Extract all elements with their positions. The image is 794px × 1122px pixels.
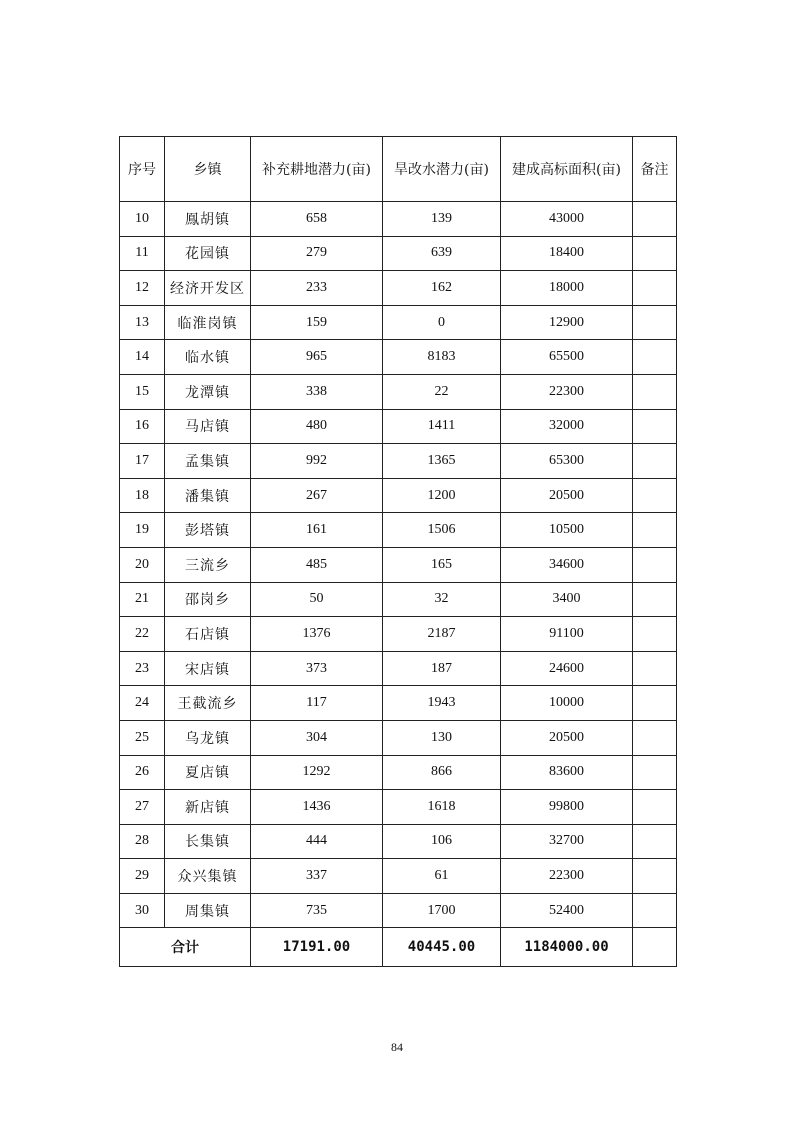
cell-high-standard-area: 24600 xyxy=(501,651,633,686)
table-row xyxy=(120,859,677,894)
table-row xyxy=(120,720,677,755)
cell-high-standard-area: 18000 xyxy=(501,271,633,306)
cell-index: 28 xyxy=(120,824,165,859)
cell-dry-to-paddy-potential: 1200 xyxy=(383,478,501,513)
cell-township: 鳯胡镇 xyxy=(165,202,251,237)
cell-index: 17 xyxy=(120,444,165,479)
table-row xyxy=(120,893,677,928)
cell-high-standard-area: 20500 xyxy=(501,720,633,755)
cell-remarks xyxy=(633,409,677,444)
cell-high-standard-area: 3400 xyxy=(501,582,633,617)
cell-farmland-potential: 161 xyxy=(251,513,383,548)
cell-high-standard-area: 20500 xyxy=(501,478,633,513)
total-farmland: 17191.00 xyxy=(251,928,383,967)
table-row xyxy=(120,202,677,237)
cell-index: 23 xyxy=(120,651,165,686)
cell-farmland-potential: 1292 xyxy=(251,755,383,790)
cell-farmland-potential: 267 xyxy=(251,478,383,513)
table-row xyxy=(120,686,677,721)
table-total-row xyxy=(120,928,677,967)
cell-index: 24 xyxy=(120,686,165,721)
total-area: 1184000.00 xyxy=(501,928,633,967)
cell-township: 马店镇 xyxy=(165,409,251,444)
township-potential-table xyxy=(119,136,677,967)
table-row xyxy=(120,651,677,686)
header-farmland-potential: 补充耕地潜力(亩) xyxy=(251,137,383,202)
cell-township: 夏店镇 xyxy=(165,755,251,790)
cell-dry-to-paddy-potential: 2187 xyxy=(383,617,501,652)
header-high-standard-area: 建成高标面积(亩) xyxy=(501,137,633,202)
cell-high-standard-area: 99800 xyxy=(501,790,633,825)
cell-dry-to-paddy-potential: 139 xyxy=(383,202,501,237)
cell-index: 14 xyxy=(120,340,165,375)
cell-township: 周集镇 xyxy=(165,893,251,928)
cell-index: 26 xyxy=(120,755,165,790)
cell-index: 19 xyxy=(120,513,165,548)
cell-dry-to-paddy-potential: 1700 xyxy=(383,893,501,928)
page-number: 84 xyxy=(391,1040,403,1054)
cell-township: 经济开发区 xyxy=(165,271,251,306)
cell-remarks xyxy=(633,478,677,513)
cell-remarks xyxy=(633,236,677,271)
cell-farmland-potential: 485 xyxy=(251,547,383,582)
cell-remarks xyxy=(633,686,677,721)
cell-high-standard-area: 18400 xyxy=(501,236,633,271)
cell-high-standard-area: 65300 xyxy=(501,444,633,479)
cell-dry-to-paddy-potential: 106 xyxy=(383,824,501,859)
cell-township: 潘集镇 xyxy=(165,478,251,513)
cell-farmland-potential: 658 xyxy=(251,202,383,237)
cell-dry-to-paddy-potential: 1943 xyxy=(383,686,501,721)
cell-township: 彭塔镇 xyxy=(165,513,251,548)
table-row xyxy=(120,340,677,375)
cell-remarks xyxy=(633,755,677,790)
table-row xyxy=(120,824,677,859)
total-label: 合计 xyxy=(120,928,251,967)
cell-dry-to-paddy-potential: 162 xyxy=(383,271,501,306)
cell-remarks xyxy=(633,271,677,306)
cell-township: 众兴集镇 xyxy=(165,859,251,894)
cell-high-standard-area: 91100 xyxy=(501,617,633,652)
cell-remarks xyxy=(633,340,677,375)
table-row xyxy=(120,547,677,582)
cell-index: 15 xyxy=(120,374,165,409)
cell-township: 石店镇 xyxy=(165,617,251,652)
cell-high-standard-area: 43000 xyxy=(501,202,633,237)
table-header-row xyxy=(120,137,677,202)
cell-high-standard-area: 52400 xyxy=(501,893,633,928)
table-row xyxy=(120,444,677,479)
cell-remarks xyxy=(633,790,677,825)
cell-township: 新店镇 xyxy=(165,790,251,825)
header-dry-to-paddy-potential: 旱改水潜力(亩) xyxy=(383,137,501,202)
cell-index: 11 xyxy=(120,236,165,271)
cell-remarks xyxy=(633,305,677,340)
cell-township: 宋店镇 xyxy=(165,651,251,686)
cell-dry-to-paddy-potential: 866 xyxy=(383,755,501,790)
cell-index: 22 xyxy=(120,617,165,652)
cell-remarks xyxy=(633,720,677,755)
table-row xyxy=(120,409,677,444)
cell-remarks xyxy=(633,617,677,652)
cell-farmland-potential: 304 xyxy=(251,720,383,755)
cell-remarks xyxy=(633,513,677,548)
table-row xyxy=(120,582,677,617)
cell-dry-to-paddy-potential: 130 xyxy=(383,720,501,755)
table-row xyxy=(120,374,677,409)
cell-index: 13 xyxy=(120,305,165,340)
cell-high-standard-area: 65500 xyxy=(501,340,633,375)
table-row xyxy=(120,755,677,790)
cell-dry-to-paddy-potential: 1411 xyxy=(383,409,501,444)
cell-dry-to-paddy-potential: 165 xyxy=(383,547,501,582)
cell-farmland-potential: 337 xyxy=(251,859,383,894)
cell-township: 乌龙镇 xyxy=(165,720,251,755)
header-remarks: 备注 xyxy=(633,137,677,202)
header-index: 序号 xyxy=(120,137,165,202)
table-row xyxy=(120,513,677,548)
cell-dry-to-paddy-potential: 1618 xyxy=(383,790,501,825)
cell-remarks xyxy=(633,651,677,686)
cell-high-standard-area: 32000 xyxy=(501,409,633,444)
cell-dry-to-paddy-potential: 22 xyxy=(383,374,501,409)
cell-dry-to-paddy-potential: 1365 xyxy=(383,444,501,479)
table-row xyxy=(120,478,677,513)
cell-index: 16 xyxy=(120,409,165,444)
cell-index: 12 xyxy=(120,271,165,306)
cell-farmland-potential: 233 xyxy=(251,271,383,306)
cell-farmland-potential: 373 xyxy=(251,651,383,686)
total-paddy: 40445.00 xyxy=(383,928,501,967)
cell-index: 30 xyxy=(120,893,165,928)
cell-dry-to-paddy-potential: 32 xyxy=(383,582,501,617)
table-row xyxy=(120,305,677,340)
cell-index: 20 xyxy=(120,547,165,582)
cell-high-standard-area: 10500 xyxy=(501,513,633,548)
cell-farmland-potential: 444 xyxy=(251,824,383,859)
cell-index: 18 xyxy=(120,478,165,513)
cell-high-standard-area: 22300 xyxy=(501,859,633,894)
cell-index: 21 xyxy=(120,582,165,617)
cell-high-standard-area: 22300 xyxy=(501,374,633,409)
cell-dry-to-paddy-potential: 1506 xyxy=(383,513,501,548)
cell-farmland-potential: 117 xyxy=(251,686,383,721)
cell-farmland-potential: 480 xyxy=(251,409,383,444)
cell-index: 27 xyxy=(120,790,165,825)
cell-remarks xyxy=(633,824,677,859)
cell-remarks xyxy=(633,444,677,479)
cell-township: 王截流乡 xyxy=(165,686,251,721)
cell-farmland-potential: 338 xyxy=(251,374,383,409)
cell-township: 龙潭镇 xyxy=(165,374,251,409)
cell-high-standard-area: 34600 xyxy=(501,547,633,582)
table-row xyxy=(120,790,677,825)
table-row xyxy=(120,271,677,306)
cell-township: 孟集镇 xyxy=(165,444,251,479)
cell-remarks xyxy=(633,859,677,894)
cell-dry-to-paddy-potential: 61 xyxy=(383,859,501,894)
cell-farmland-potential: 50 xyxy=(251,582,383,617)
cell-high-standard-area: 10000 xyxy=(501,686,633,721)
cell-dry-to-paddy-potential: 639 xyxy=(383,236,501,271)
cell-high-standard-area: 12900 xyxy=(501,305,633,340)
cell-township: 三流乡 xyxy=(165,547,251,582)
cell-township: 临淮岗镇 xyxy=(165,305,251,340)
table-row xyxy=(120,617,677,652)
table-body xyxy=(120,202,677,928)
cell-index: 25 xyxy=(120,720,165,755)
cell-dry-to-paddy-potential: 8183 xyxy=(383,340,501,375)
cell-township: 花园镇 xyxy=(165,236,251,271)
cell-remarks xyxy=(633,374,677,409)
cell-index: 10 xyxy=(120,202,165,237)
cell-remarks xyxy=(633,547,677,582)
cell-high-standard-area: 32700 xyxy=(501,824,633,859)
cell-farmland-potential: 1376 xyxy=(251,617,383,652)
cell-farmland-potential: 735 xyxy=(251,893,383,928)
cell-remarks xyxy=(633,893,677,928)
cell-high-standard-area: 83600 xyxy=(501,755,633,790)
cell-farmland-potential: 965 xyxy=(251,340,383,375)
cell-farmland-potential: 992 xyxy=(251,444,383,479)
cell-farmland-potential: 159 xyxy=(251,305,383,340)
cell-remarks xyxy=(633,582,677,617)
cell-index: 29 xyxy=(120,859,165,894)
header-township: 乡镇 xyxy=(165,137,251,202)
cell-township: 临水镇 xyxy=(165,340,251,375)
cell-farmland-potential: 1436 xyxy=(251,790,383,825)
cell-township: 长集镇 xyxy=(165,824,251,859)
cell-township: 邵岗乡 xyxy=(165,582,251,617)
cell-dry-to-paddy-potential: 0 xyxy=(383,305,501,340)
cell-farmland-potential: 279 xyxy=(251,236,383,271)
cell-dry-to-paddy-potential: 187 xyxy=(383,651,501,686)
cell-remarks xyxy=(633,202,677,237)
table-row xyxy=(120,236,677,271)
total-remarks xyxy=(633,928,677,967)
